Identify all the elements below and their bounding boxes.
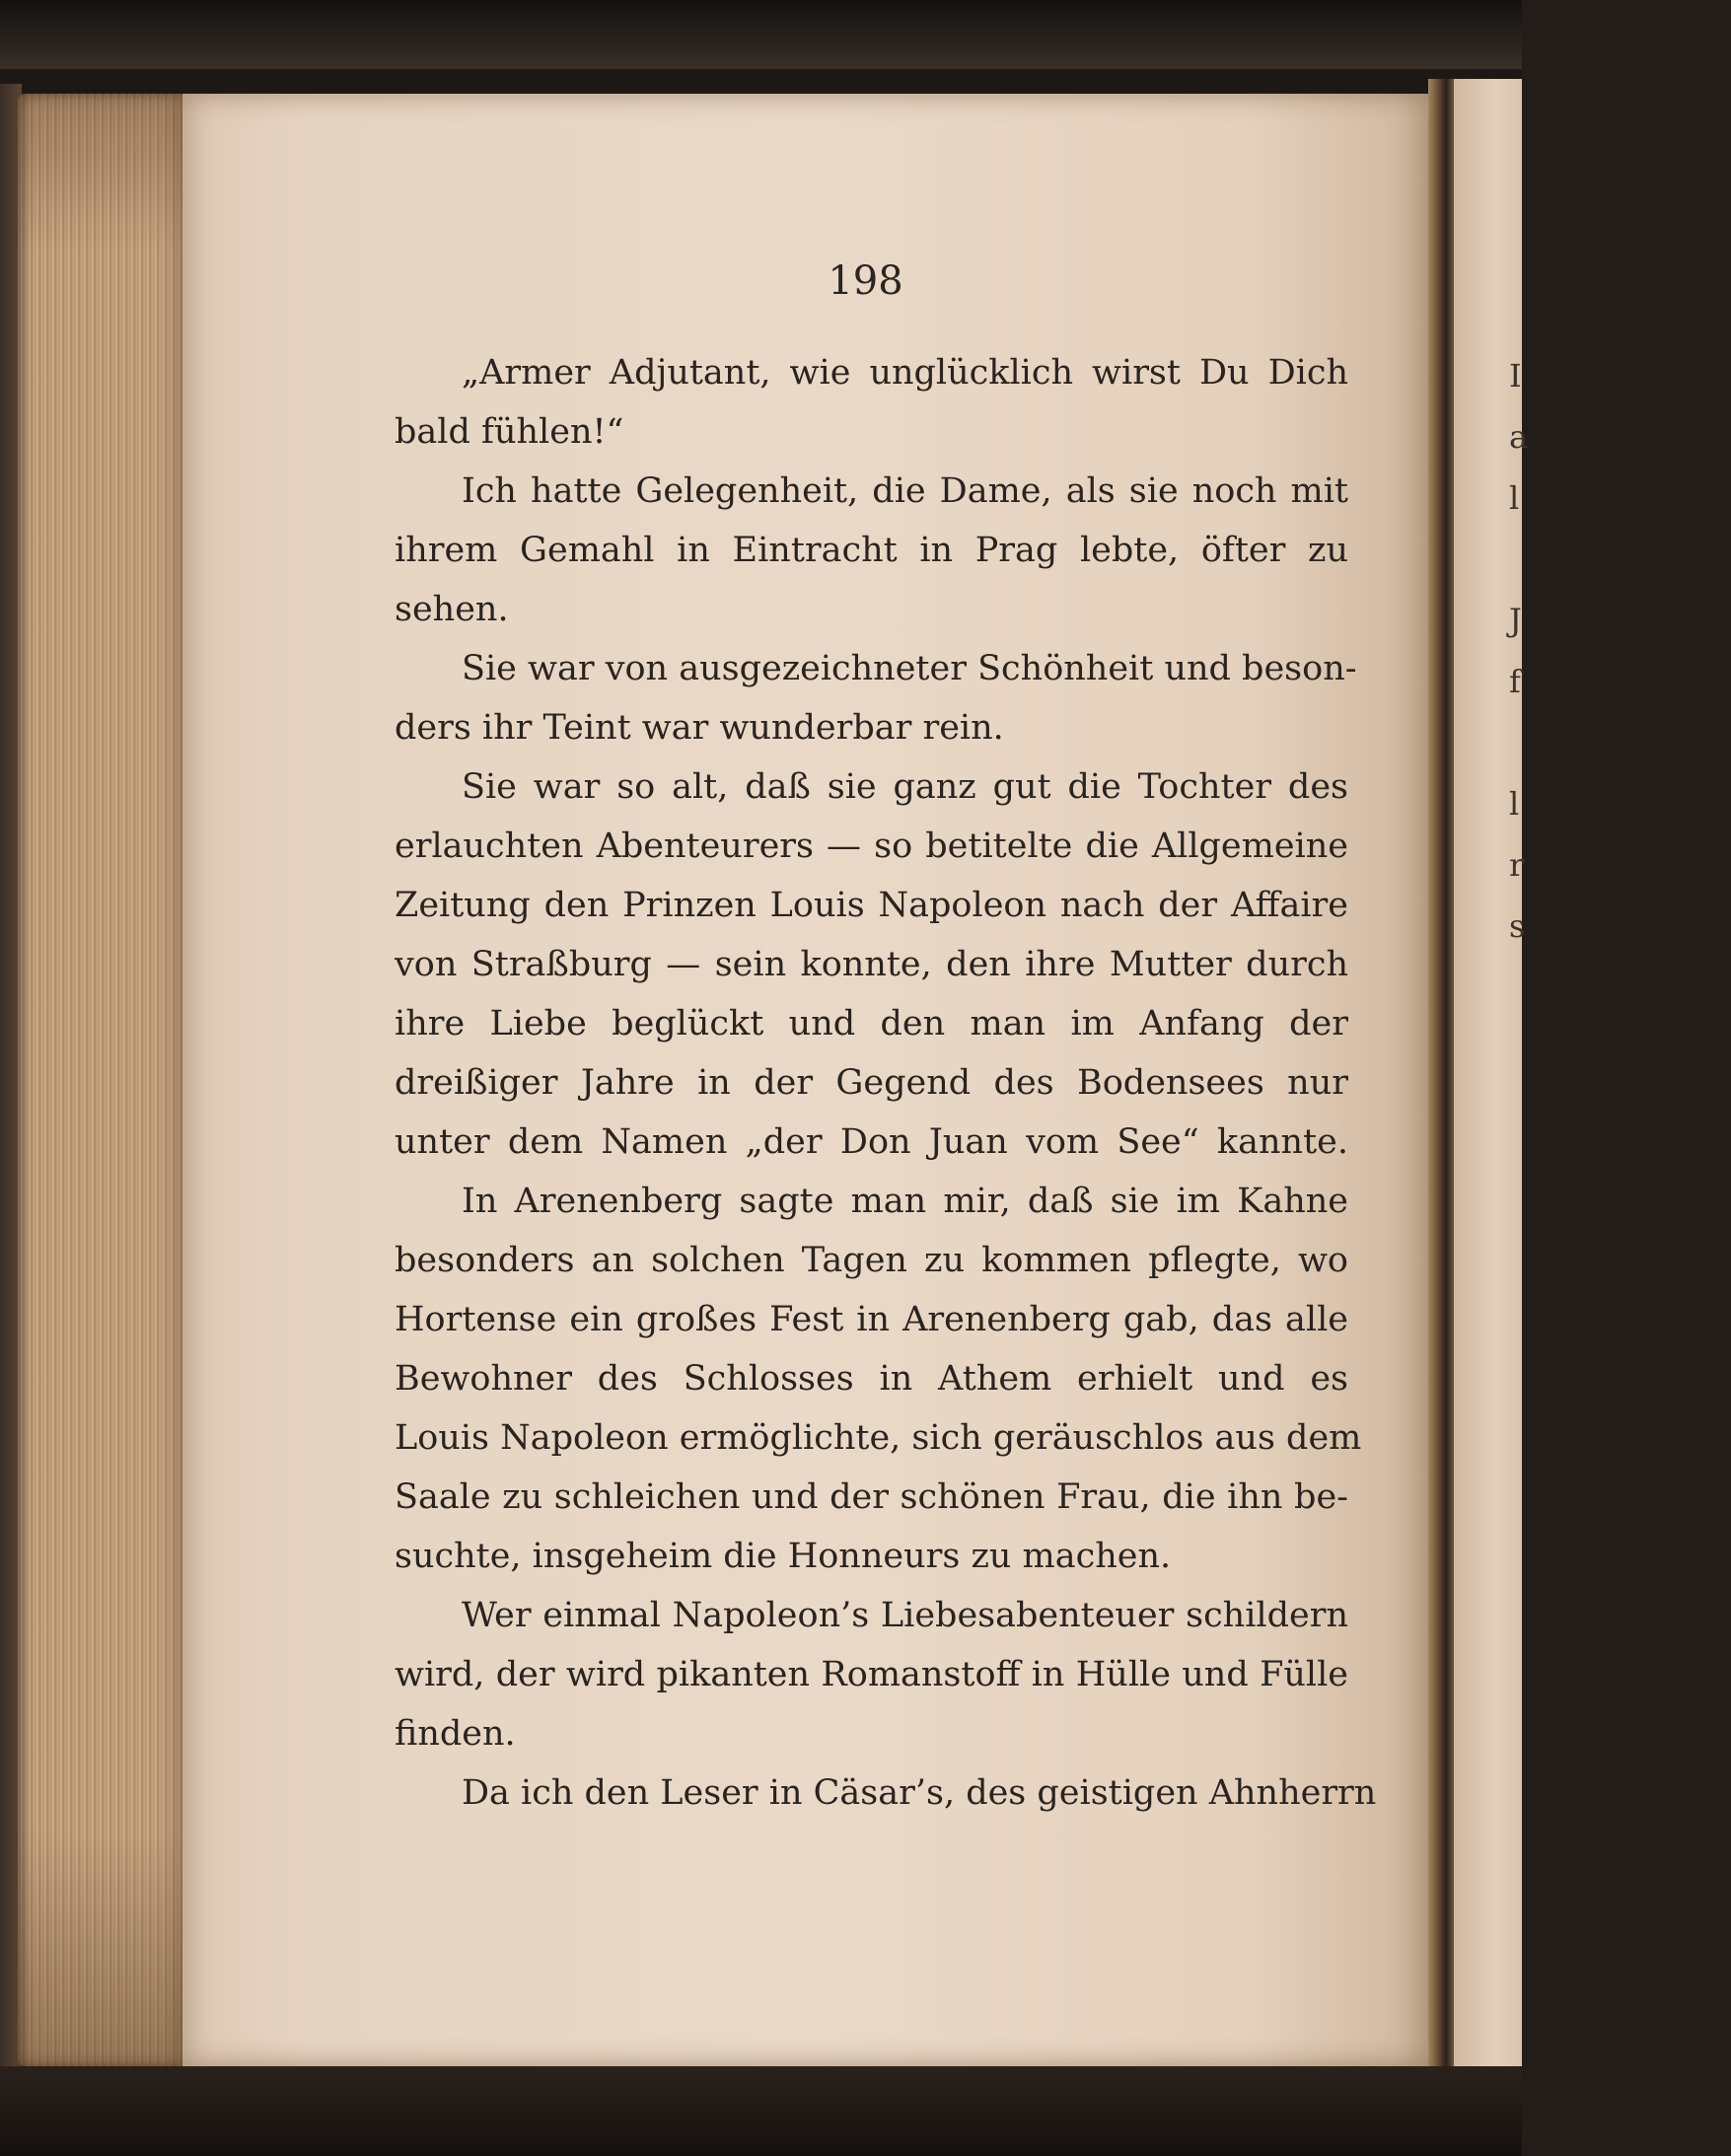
text-line: erlauchten Abenteurers — so betitelte die Allgemeine	[395, 826, 1348, 866]
text-line: besonders an solchen Tagen zu kommen pflegte, wo	[395, 1241, 1348, 1280]
facing-page-letter: I	[1509, 357, 1522, 395]
facing-page-letter: a	[1509, 418, 1529, 456]
facing-page-letter: l	[1509, 785, 1520, 823]
facing-page-letter	[1509, 529, 1522, 590]
text-line: sehen.	[395, 590, 509, 629]
text-line: Da ich den Leser in Cäsar’s, des geistigen Ahnherrn	[462, 1773, 1377, 1813]
facing-page-letter: r	[1509, 846, 1525, 884]
text-line: Saale zu schleichen und der schönen Frau, die ihn be-	[395, 1477, 1348, 1517]
dark-top-edge	[0, 0, 1522, 69]
text-line: von Straßburg — sein konnte, den ihre Mutter durch	[395, 945, 1348, 984]
text-line: Bewohner des Schlosses in Athem erhielt und es	[395, 1359, 1348, 1399]
book-gutter	[1428, 79, 1454, 2081]
facing-page-letter: s	[1509, 907, 1526, 945]
text-line: Ich hatte Gelegenheit, die Dame, als sie noch mit	[462, 471, 1348, 511]
facing-page-letter	[1509, 712, 1522, 773]
text-line: Sie war von ausgezeichneter Schönheit und beson-	[462, 649, 1357, 688]
body-text	[395, 343, 1377, 1823]
text-line: Wer einmal Napoleon’s Liebesabenteuer schildern	[462, 1596, 1348, 1635]
page-edges-stack	[18, 94, 187, 2066]
facing-page-letter: f	[1509, 663, 1521, 700]
facing-page-fragments	[1509, 345, 1529, 957]
text-line: suchte, insgeheim die Honneurs zu machen.	[395, 1537, 1172, 1576]
text-line: „Armer Adjutant, wie unglücklich wirst Du Dich	[462, 353, 1348, 393]
text-line: dreißiger Jahre in der Gegend des Bodensees nur	[395, 1063, 1348, 1103]
text-line: Louis Napoleon ermöglichte, sich geräuschlos aus dem	[395, 1418, 1362, 1458]
facing-page-letter: l	[1509, 479, 1520, 517]
page-number: 198	[828, 258, 903, 304]
text-line: ihrem Gemahl in Eintracht in Prag lebte, öfter zu	[395, 531, 1348, 570]
text-line: wird, der wird pikanten Romanstoff in Hülle und Fülle	[395, 1655, 1348, 1694]
facing-page-letter: J	[1509, 602, 1522, 639]
text-line: Zeitung den Prinzen Louis Napoleon nach der Affaire	[395, 886, 1348, 925]
text-line: finden.	[395, 1714, 516, 1754]
text-line: Hortense ein großes Fest in Arenenberg gab, das alle	[395, 1300, 1348, 1339]
text-line: ders ihr Teint war wunderbar rein.	[395, 708, 1004, 748]
text-line: In Arenenberg sagte man mir, daß sie im Kahne	[462, 1182, 1348, 1221]
text-line: ihre Liebe beglückt und den man im Anfang der	[395, 1004, 1348, 1043]
text-line: bald fühlen!“	[395, 412, 624, 452]
text-line: unter dem Namen „der Don Juan vom See“ kannte.	[395, 1122, 1348, 1162]
text-line: Sie war so alt, daß sie ganz gut die Tochter des	[462, 767, 1348, 807]
dark-bottom-edge	[0, 2066, 1522, 2156]
